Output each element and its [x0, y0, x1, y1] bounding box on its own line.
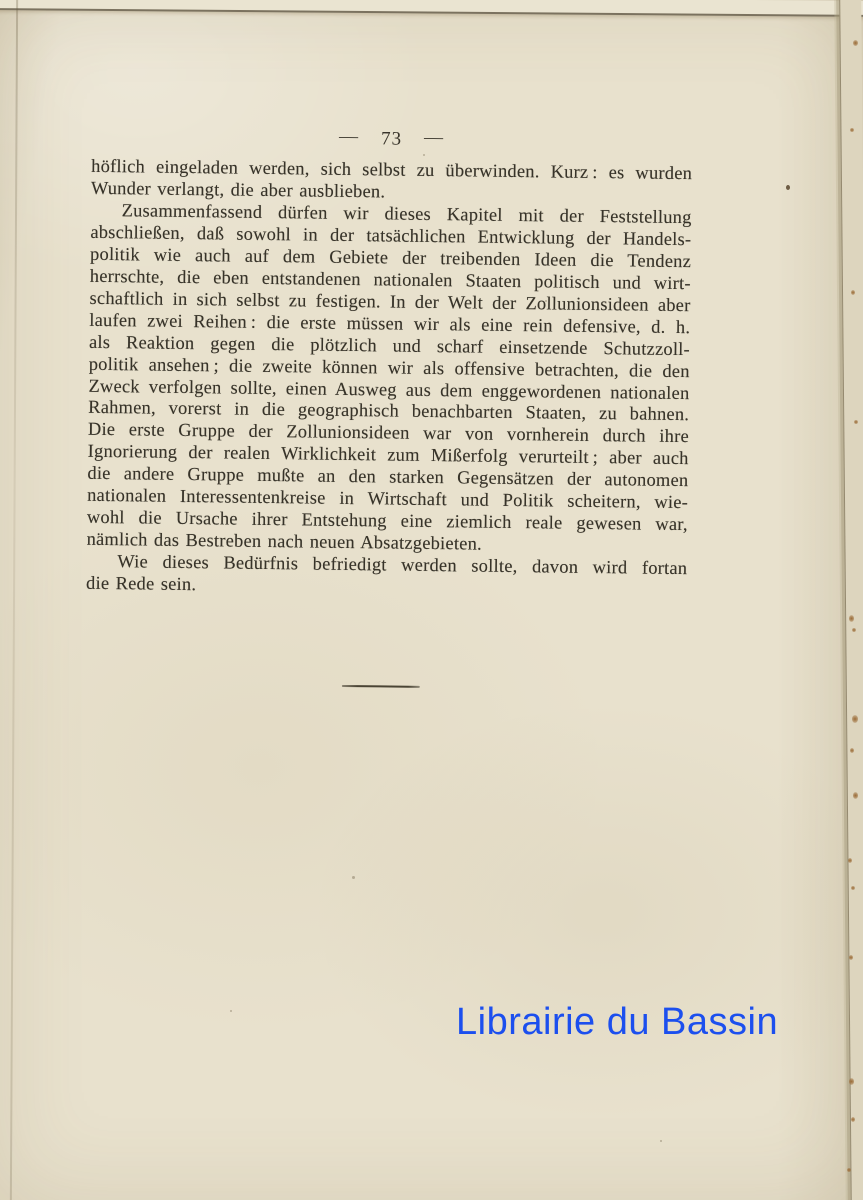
- foxing-spot: [852, 628, 856, 632]
- text-line: schaftlich in sich selbst zu festigen. In der Welt der Zollunionsideen aber: [89, 287, 691, 315]
- page-speck: [786, 185, 790, 190]
- text-line: Ignorierung der realen Wirklichkeit zum Mißerfolg verurteilt ; aber auch: [87, 441, 689, 469]
- text-line: politik ansehen ; die zweite können wir als offensive betrachten, die den: [88, 353, 690, 381]
- foxing-spot: [851, 1117, 855, 1122]
- foxing-spot: [851, 290, 855, 295]
- foxing-spot: [849, 1078, 854, 1085]
- text-line: Rahmen, vorerst in die geographisch benachbarten Staaten, zu bahnen.: [88, 397, 690, 425]
- page-speck: [545, 300, 547, 302]
- text-line: herrschte, die eben entstandenen nationalen Staaten politisch und wirt-: [89, 265, 691, 293]
- text-line: als Reaktion gegen die plötzlich und scharf einsetzende Schutzzoll-: [88, 331, 691, 359]
- text-line: Wunder verlangt, die aber ausblieben.: [90, 177, 386, 202]
- page-speck: [660, 1140, 662, 1142]
- header-right-dash: —: [423, 126, 445, 149]
- header-left-dash: —: [338, 125, 360, 148]
- text-line: nationalen Interessentenkreise in Wirtschaft und Politik scheitern, wie-: [87, 485, 689, 513]
- page-text: [86, 156, 692, 602]
- text-line: wohl die Ursache ihrer Entstehung eine ziemlich reale gewesen war,: [86, 507, 688, 535]
- text-line: politik wie auch auf dem Gebiete der treibenden Ideen die Tendenz: [90, 243, 692, 271]
- text-line: Zweck verfolgen sollte, einen Ausweg aus dem enggewordenen nationalen: [88, 375, 690, 403]
- watermark: Librairie du Bassin: [456, 1001, 779, 1043]
- foxing-spot: [850, 128, 854, 132]
- foxing-spot: [848, 858, 852, 863]
- foxing-spot: [849, 955, 853, 960]
- foxing-spot: [849, 615, 854, 622]
- foxing-spot: [854, 420, 858, 424]
- text-line: Die erste Gruppe der Zollunionsideen war von vornherein durch ihre: [87, 419, 690, 447]
- page-speck: [352, 876, 355, 879]
- section-divider: [342, 685, 420, 688]
- page-speck: [230, 1010, 232, 1012]
- text-line: Wie dieses Bedürfnis befriedigt werden sollte, davon wird fortan: [117, 551, 688, 579]
- foxing-spot: [850, 748, 854, 753]
- text-line: abschließen, daß sowohl in der tatsächlichen Entwicklung der Handels-: [90, 221, 692, 250]
- text-line: nämlich das Bestreben nach neuen Absatzgebieten.: [86, 529, 483, 554]
- text-line: laufen zwei Reihen : die erste müssen wir als eine rein defensive, d. h.: [89, 309, 691, 337]
- foxing-spot: [853, 792, 858, 799]
- text-line: höflich eingeladen werden, sich selbst zu überwinden. Kurz : es wurden: [91, 155, 693, 184]
- text-line: die andere Gruppe mußte an den starken Gegensätzen der autonomen: [87, 463, 689, 491]
- text-line: Zusammenfassend dürfen wir dieses Kapitel mit der Feststellung: [121, 200, 692, 228]
- foxing-spot: [852, 715, 858, 723]
- foxing-spot: [853, 40, 858, 46]
- foxing-spot: [851, 886, 855, 890]
- foxing-spot: [847, 1168, 851, 1172]
- text-line: die Rede sein.: [85, 572, 197, 595]
- page-speck: [423, 154, 425, 156]
- page-number-header: [91, 125, 691, 154]
- page-number: 73: [380, 128, 403, 150]
